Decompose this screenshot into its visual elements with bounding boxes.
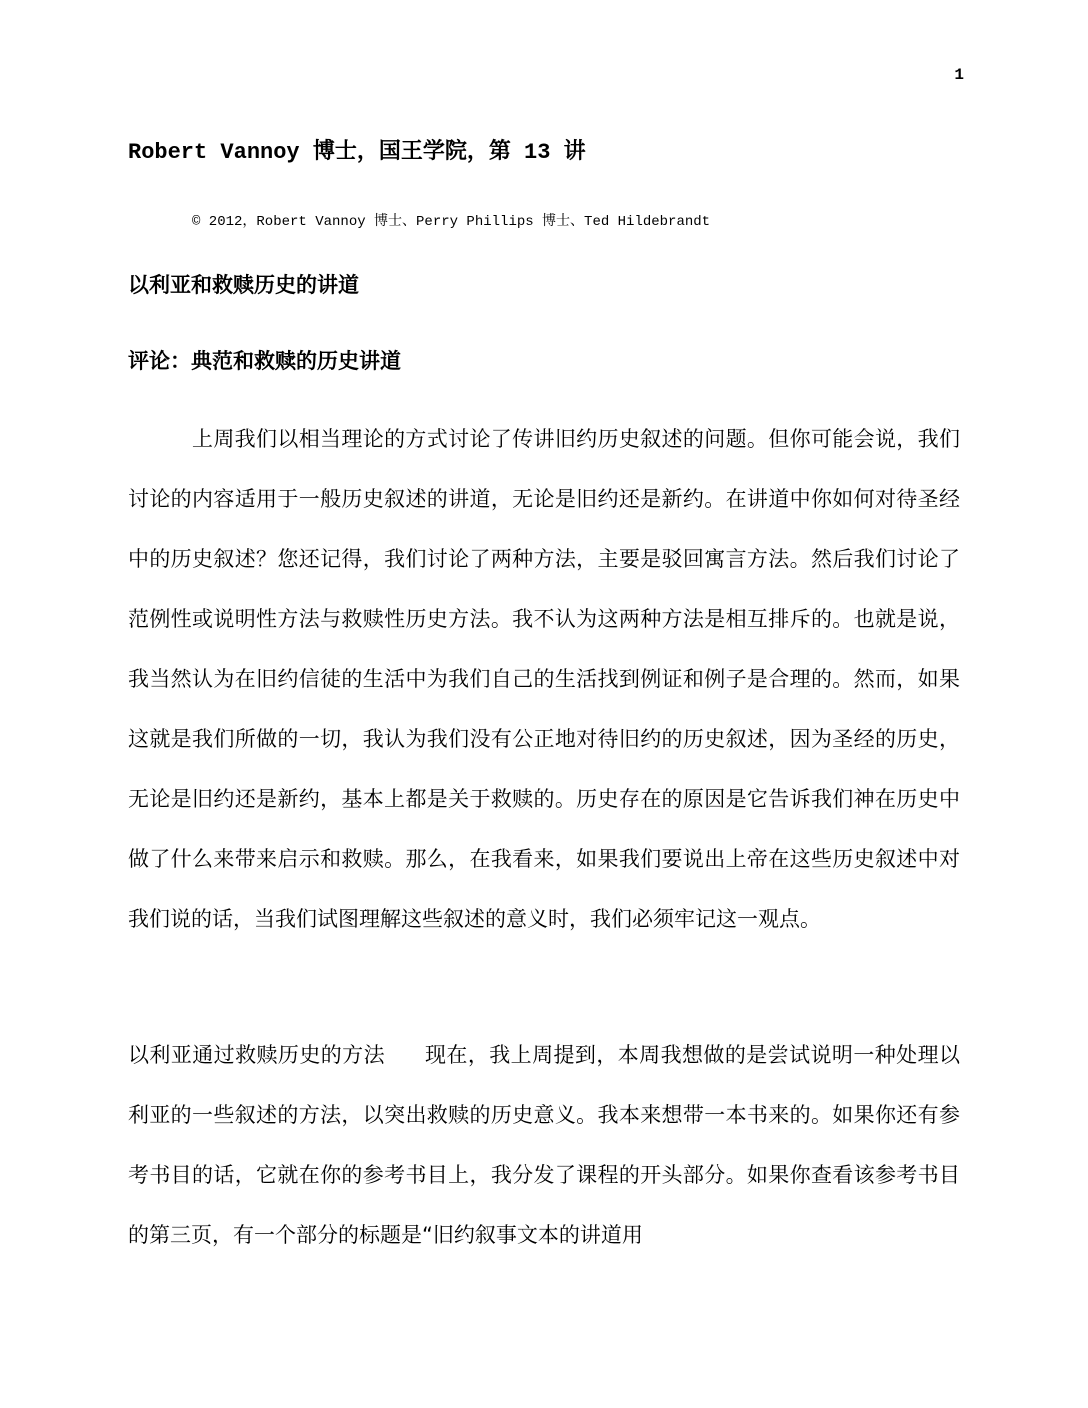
document-title: Robert Vannoy 博士，国王学院，第 13 讲 (128, 140, 586, 165)
body-paragraph-2 (128, 1025, 960, 1325)
copyright-line: © 2012，Robert Vannoy 博士、Perry Phillips 博士、Ted Hildebrandt (192, 214, 711, 230)
body-paragraph-2-text: 现在，我上周提到，本周我想做的是尝试说明一种处理以利亚的一些叙述的方法，以突出救赎的历史意义。我本来想带一本书来的。如果你还有参考书目的话，它就在你的参考书目上，我分发了课程的开头部分。如果你查看该参考书目的第三页，有一个部分的标题是“旧约叙事文本的讲道用 (128, 1043, 960, 1247)
section-heading: 以利亚和救赎历史的讲道 (128, 273, 359, 297)
subheading: 评论：典范和救赎的历史讲道 (128, 349, 401, 373)
page-number: 1 (954, 66, 964, 84)
inline-section-heading: 以利亚通过救赎历史的方法 (128, 1043, 385, 1067)
body-paragraph-1: 上周我们以相当理论的方式讨论了传讲旧约历史叙述的问题。但你可能会说，我们讨论的内容适用于一般历史叙述的讲道，无论是旧约还是新约。在讲道中你如何对待圣经中的历史叙述？您还记得，我们讨论了两种方法，主要是驳回寓言方法。然后我们讨论了范例性或说明性方法与救赎性历史方法。我不认为这两种方法是相互排斥的。也就是说，我当然认为在旧约信徒的生活中为我们自己的生活找到例证和例子是合理的。然而，如果这就是我们所做的一切，我认为我们没有公正地对待旧约的历史叙述，因为圣经的历史，无论是旧约还是新约，基本上都是关于救赎的。历史存在的原因是它告诉我们神在历史中做了什么来带来启示和救赎。那么，在我看来，如果我们要说出上帝在这些历史叙述中对我们说的话，当我们试图理解这些叙述的意义时，我们必须牢记这一观点。 (128, 427, 960, 931)
